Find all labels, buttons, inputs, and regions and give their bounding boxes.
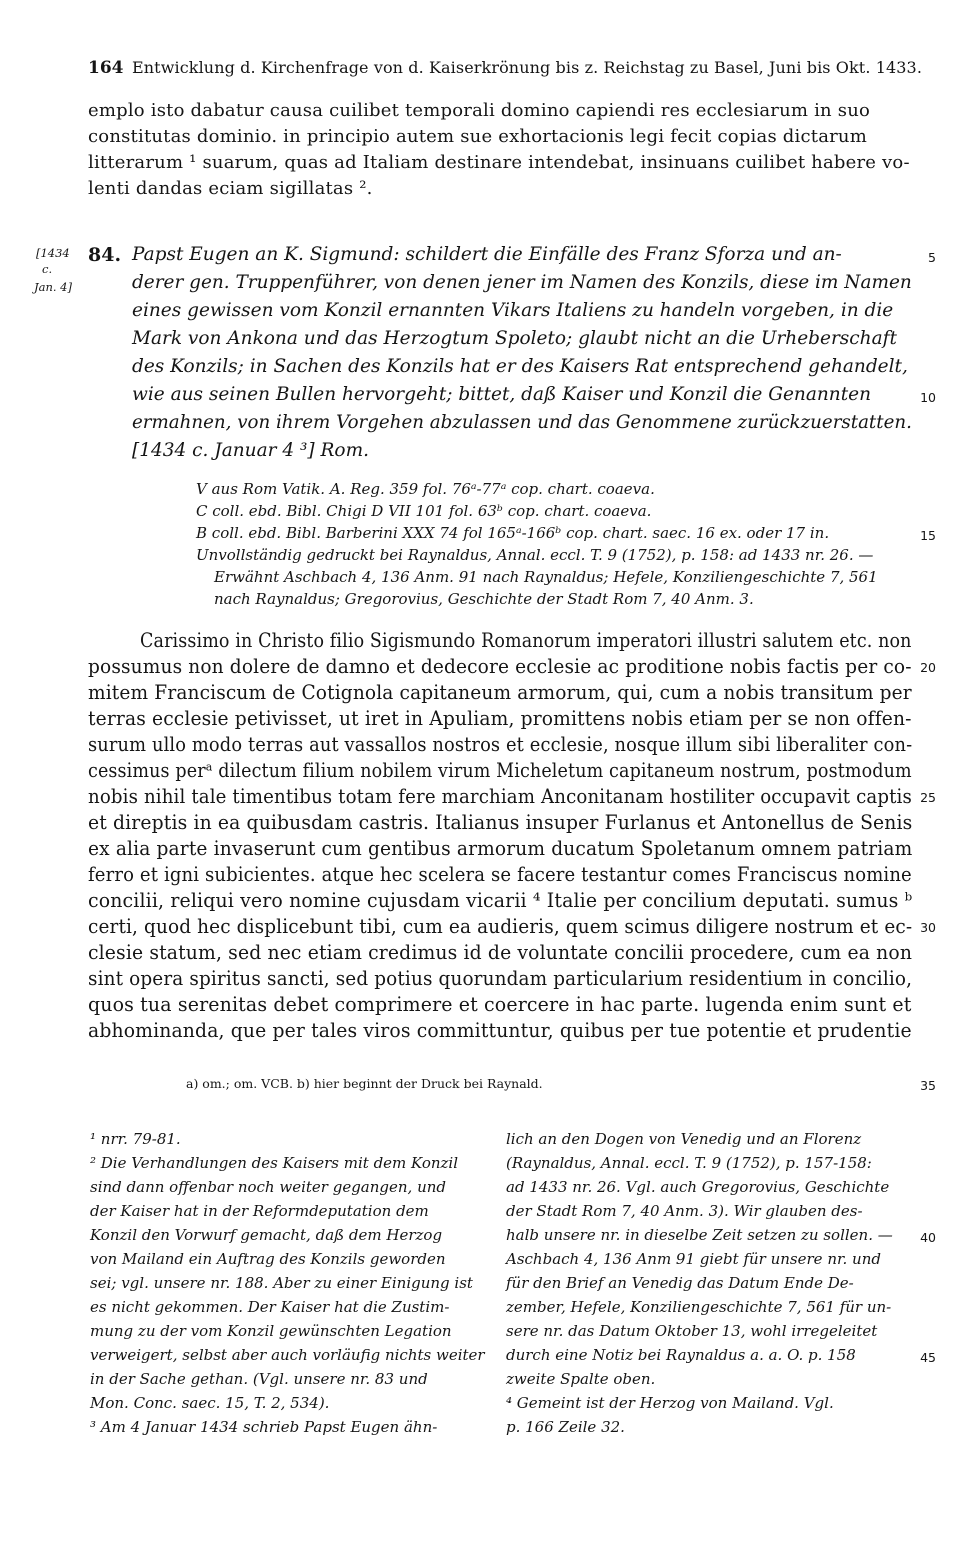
footnote-line: (Raynaldus, Annal. eccl. T. 9 (1752), p. 157-158:: [506, 1154, 872, 1172]
footnote-line: in der Sache gethan. (Vgl. unsere nr. 83 und: [90, 1370, 428, 1388]
text-line: ex alia parte invaserunt cum gentibus armorum ducatum Spoletanum omnem patriam: [88, 836, 913, 860]
footnote-line: verweigert, selbst aber auch vorläufig nichts weiter: [90, 1346, 485, 1364]
text-line: ferro et igni subicientes. atque hec scelera se facere testantur comes Franciscus nomine: [88, 862, 912, 886]
footnote-line: Aschbach 4, 136 Anm 91 giebt für unsere nr. und: [506, 1250, 881, 1268]
text-line: abhominanda, que per tales viros committuntur, quibus per tue potentie et prudentie: [88, 1018, 912, 1042]
text-line: mitem Franciscum de Cotignola capitaneum armorum, qui, cum a nobis transitum per: [88, 680, 912, 704]
line-number: 25: [920, 790, 936, 805]
intro-line: constitutas dominio. in principio autem sue exhortacionis legi fecit copias dictarum: [88, 126, 867, 147]
text-line: concilii, reliqui vero nomine cujusdam vicarii ⁴ Italie per concilium deputati. sumus ᵇ: [88, 888, 913, 912]
regest-line: eines gewissen vom Konzil ernannten Vikars Italiens zu handeln vorgeben, in die: [132, 300, 894, 321]
document-number: 84.: [88, 244, 122, 266]
line-number: 5: [928, 250, 936, 265]
source-line: C coll. ebd. Bibl. Chigi D VII 101 fol. 63ᵇ cop. chart. coaeva.: [196, 502, 652, 520]
source-line: Erwähnt Aschbach 4, 136 Anm. 91 nach Raynaldus; Hefele, Konziliengeschichte 7, 561: [214, 568, 878, 586]
footnote-line: durch eine Notiz bei Raynaldus a. a. O. p. 158: [506, 1346, 856, 1364]
text-line: Carissimo in Christo filio Sigismundo Romanorum imperatori illustri salutem etc. non: [140, 628, 912, 652]
footnote-line: für den Brief an Venedig das Datum Ende De-: [506, 1274, 854, 1292]
running-title: Entwicklung d. Kirchenfrage von d. Kaiserkrönung bis z. Reichstag zu Basel, Juni bis Okt. 1433.: [132, 58, 922, 77]
source-line: nach Raynaldus; Gregorovius, Geschichte der Stadt Rom 7, 40 Anm. 3.: [214, 590, 754, 608]
footnote-line: halb unsere nr. in dieselbe Zeit setzen zu sollen. —: [506, 1226, 893, 1244]
footnote-line: mung zu der vom Konzil gewünschten Legation: [90, 1322, 452, 1340]
footnote-line: der Stadt Rom 7, 40 Anm. 3). Wir glauben des-: [506, 1202, 863, 1220]
line-number: 15: [920, 528, 936, 543]
line-number: 35: [920, 1078, 936, 1093]
footnote-line: sere nr. das Datum Oktober 13, wohl irregeleitet: [506, 1322, 878, 1340]
line-number: 30: [920, 920, 936, 935]
footnote-line: ⁴ Gemeint ist der Herzog von Mailand. Vgl.: [506, 1394, 834, 1412]
footnote-line: von Mailand ein Auftrag des Konzils geworden: [90, 1250, 446, 1268]
footnote-line: sei; vgl. unsere nr. 188. Aber zu einer Einigung ist: [90, 1274, 473, 1292]
margin-date-circa: c.: [42, 262, 53, 276]
regest-line: Mark von Ankona und das Herzogtum Spoleto; glaubt nicht an die Urheberschaft: [132, 328, 897, 349]
footnote-line: zweite Spalte oben.: [506, 1370, 656, 1388]
intro-line: litterarum ¹ suarum, quas ad Italiam destinare intendebat, insinuans cuilibet habere vo-: [88, 152, 910, 173]
footnote-line: lich an den Dogen von Venedig und an Florenz: [506, 1130, 862, 1148]
line-number: 40: [920, 1230, 936, 1245]
footnote-line: zember, Hefele, Konziliengeschichte 7, 561 für un-: [506, 1298, 892, 1316]
source-line: V aus Rom Vatik. A. Reg. 359 fol. 76ᵃ-77ᵃ cop. chart. coaeva.: [196, 480, 655, 498]
footnote-line: Konzil den Vorwurf gemacht, daß dem Herzog: [90, 1226, 443, 1244]
footnote-line: sind dann offenbar noch weiter gegangen, und: [90, 1178, 447, 1196]
footnote-line: es nicht gekommen. Der Kaiser hat die Zustim-: [90, 1298, 450, 1316]
text-line: nobis nihil tale timentibus totam fere marchiam Anconitanam hostiliter occupavit captis: [88, 784, 912, 808]
intro-line: emplo isto dabatur causa cuilibet temporali domino capiendi res ecclesiarum in suo: [88, 100, 871, 121]
source-line: B coll. ebd. Bibl. Barberini XXX 74 fol 165ᵃ-166ᵇ cop. chart. saec. 16 ex. oder 17 in.: [196, 524, 830, 542]
regest-line: wie aus seinen Bullen hervorgeht; bittet, daß Kaiser und Konzil die Genannten: [132, 384, 871, 405]
margin-date-year: [1434: [36, 246, 70, 260]
line-number: 45: [920, 1350, 936, 1365]
text-line: certi, quod hec displicebunt tibi, cum ea audieris, quem scimus diligere nostrum et ec-: [88, 914, 913, 938]
line-number: 10: [920, 390, 936, 405]
intro-line: lenti dandas eciam sigillatas ².: [88, 178, 373, 199]
source-line: Unvollständig gedruckt bei Raynaldus, Annal. eccl. T. 9 (1752), p. 158: ad 1433 nr. 26. —: [196, 546, 874, 564]
line-number: 20: [920, 660, 936, 675]
margin-date-day: Jan. 4]: [34, 280, 72, 294]
footnote-line: p. 166 Zeile 32.: [506, 1418, 625, 1436]
text-line: clesie statum, sed nec etiam credimus id de voluntate concilii procedere, cum ea non: [88, 940, 913, 964]
footnote-line: ad 1433 nr. 26. Vgl. auch Gregorovius, Geschichte: [506, 1178, 890, 1196]
regest-line: ermahnen, von ihrem Vorgehen abzulassen und das Genommene zurückzuerstatten.: [132, 412, 912, 433]
text-line: terras ecclesie petivisset, ut iret in Apuliam, promittens nobis etiam per se non offen-: [88, 706, 912, 730]
text-line: surum ullo modo terras aut vassallos nostros et ecclesie, nosque illum sibi liberaliter con-: [88, 732, 913, 756]
footnote-line: ² Die Verhandlungen des Kaisers mit dem Konzil: [90, 1154, 459, 1172]
regest-line: derer gen. Truppenführer, von denen jener im Namen des Konzils, diese im Namen: [132, 272, 912, 293]
textual-apparatus: a) om.; om. VCB. b) hier beginnt der Druck bei Raynald.: [186, 1076, 543, 1091]
text-line: quos tua serenitas debet comprimere et coercere in hac parte. lugenda enim sunt et: [88, 992, 912, 1016]
text-line: possumus non dolere de damno et dedecore ecclesie ac proditione nobis factis per co-: [88, 654, 912, 678]
footnote-line: ¹ nrr. 79-81.: [90, 1130, 181, 1148]
text-line: cessimus perᵃ dilectum filium nobilem virum Micheletum capitaneum nostrum, postmodum: [88, 758, 912, 782]
text-line: sint opera spiritus sancti, sed potius quorundam particularium residentium in concilio,: [88, 966, 913, 990]
page-number: 164: [88, 58, 124, 78]
regest-line: des Konzils; in Sachen des Konzils hat er des Kaisers Rat entsprechend gehandelt,: [132, 356, 908, 377]
footnote-line: Mon. Conc. saec. 15, T. 2, 534).: [90, 1394, 330, 1412]
regest-line: [1434 c. Januar 4 ³] Rom.: [132, 440, 369, 461]
footnote-line: ³ Am 4 Januar 1434 schrieb Papst Eugen ähn-: [90, 1418, 438, 1436]
text-line: et direptis in ea quibusdam castris. Italianus insuper Furlanus et Antonellus de Senis: [88, 810, 913, 834]
footnote-line: der Kaiser hat in der Reformdeputation dem: [90, 1202, 429, 1220]
regest-line: Papst Eugen an K. Sigmund: schildert die Einfälle des Franz Sforza und an-: [132, 244, 842, 265]
